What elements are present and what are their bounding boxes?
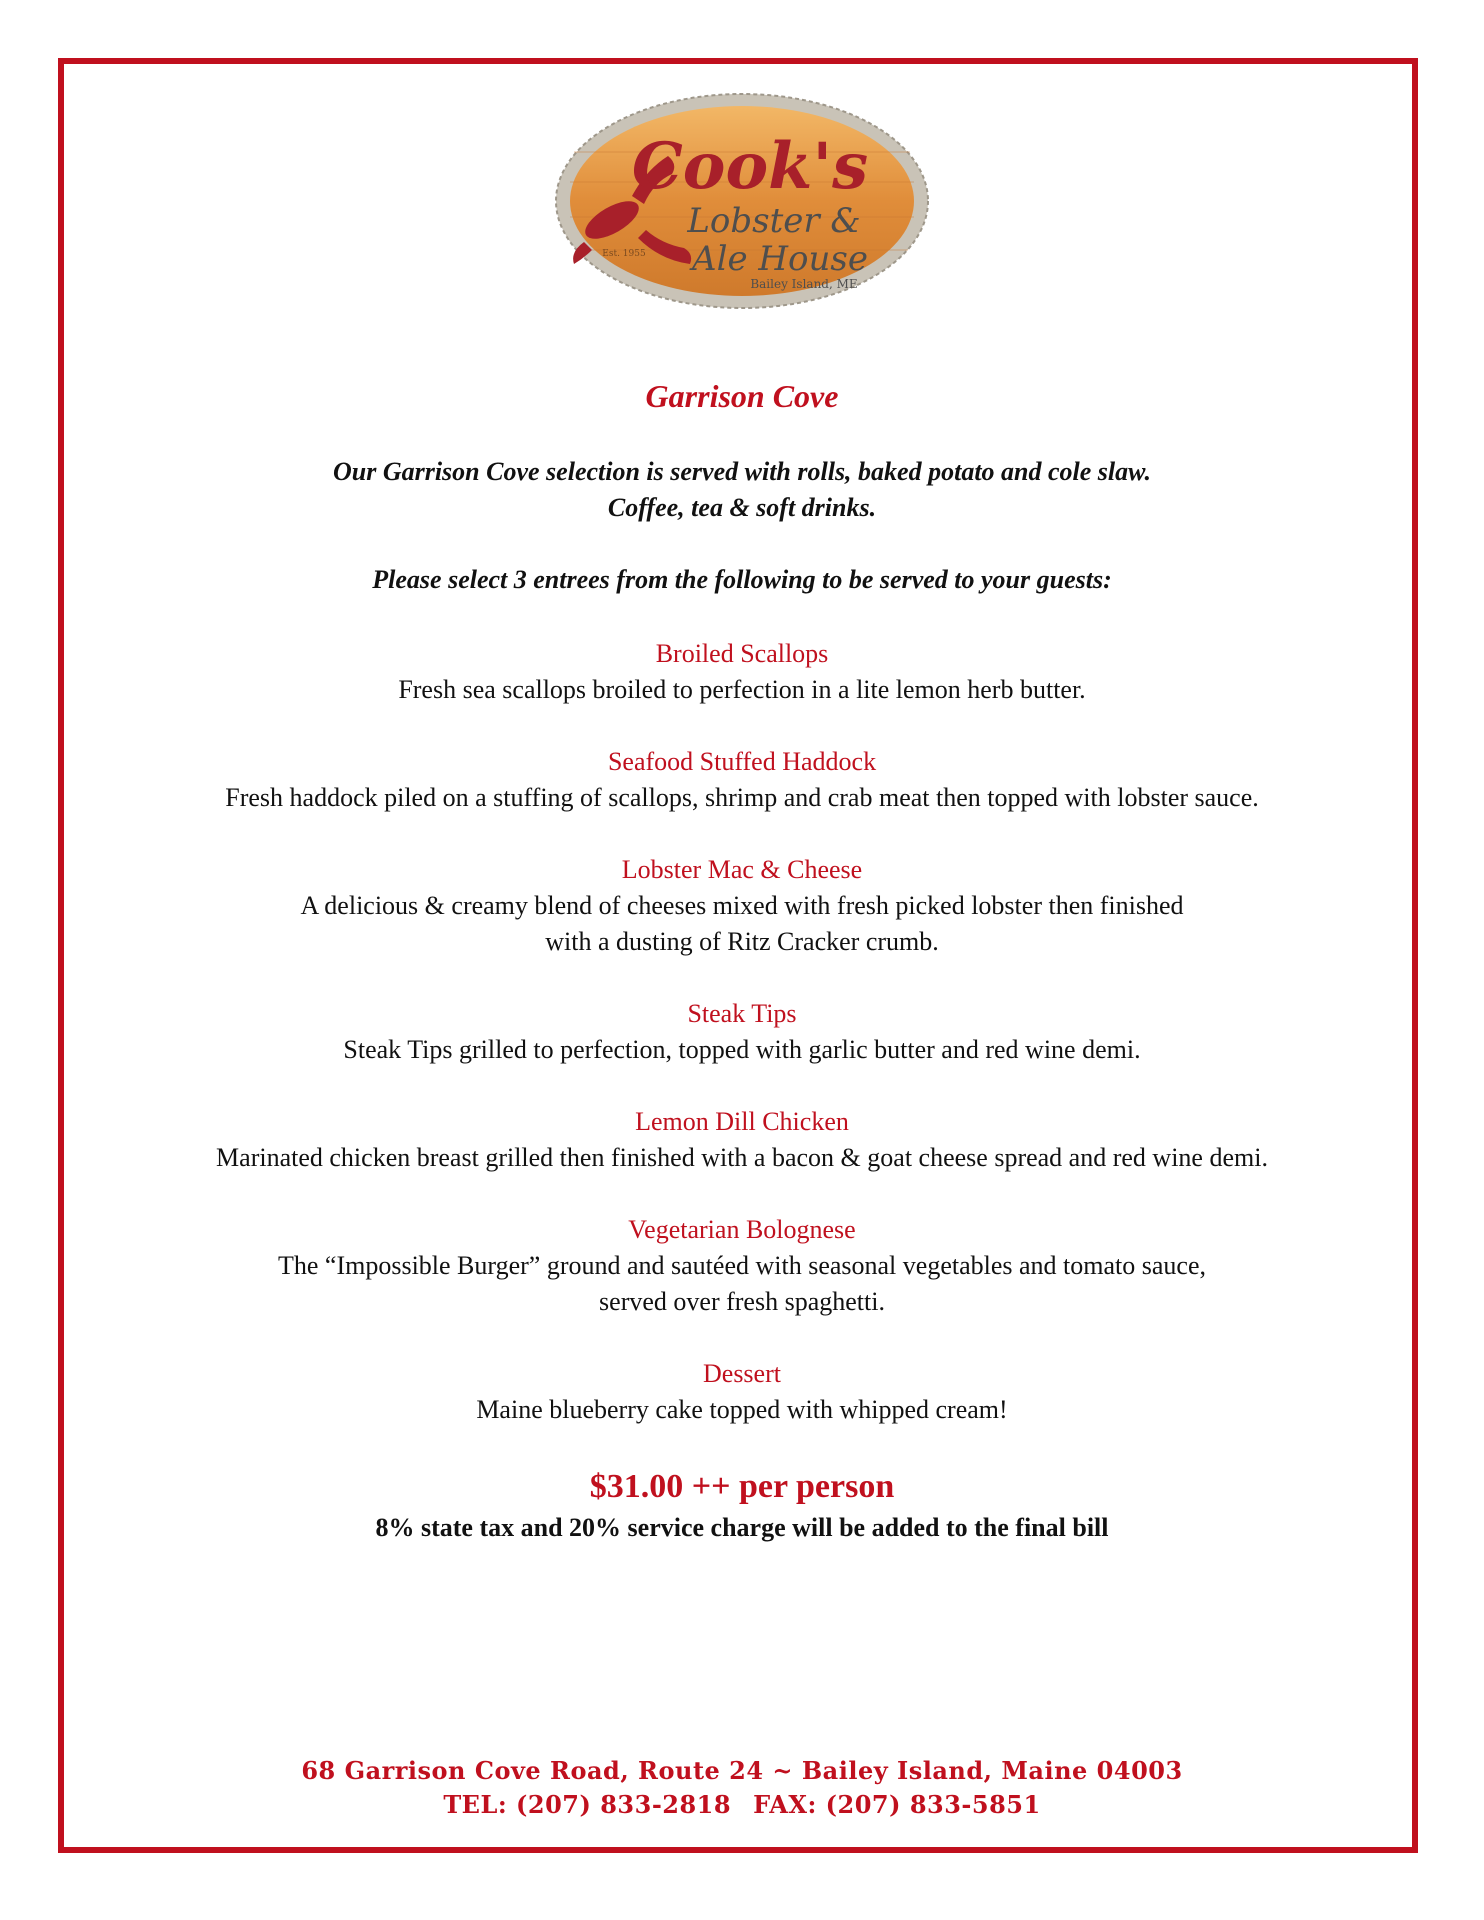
logo-location-text: Bailey Island, ME	[750, 277, 858, 291]
menu-item-description: served over fresh spaghetti.	[599, 1287, 885, 1316]
selection-instruction: Please select 3 entrees from the following to be served to your guests:	[372, 565, 1112, 594]
menu-item	[60, 996, 1424, 1068]
menu-item-description: A delicious & creamy blend of cheeses mixed with fresh picked lobster then finished	[300, 891, 1184, 920]
menu-item	[60, 852, 1424, 960]
menu-item-description: Maine blueberry cake topped with whipped cream!	[476, 1395, 1008, 1424]
menu-item	[60, 1212, 1424, 1320]
menu-item-description: Fresh haddock piled on a stuffing of scallops, shrimp and crab meat then topped with lobster sauce.	[225, 783, 1259, 812]
menu-item-description: Marinated chicken breast grilled then finished with a bacon & goat cheese spread and red wine demi.	[216, 1143, 1268, 1172]
logo-brand-text: Cook's	[631, 129, 869, 204]
menu-item-name: Seafood Stuffed Haddock	[607, 747, 877, 776]
menu-item-name: Steak Tips	[687, 999, 797, 1028]
price-per-person: $31.00 ++ per person	[589, 1468, 895, 1505]
footer-contact	[60, 1754, 1424, 1822]
menu-item-description: The “Impossible Burger” ground and sautéed with seasonal vegetables and tomato sauce,	[277, 1251, 1206, 1280]
tax-note: 8% state tax and 20% service charge will be added to the final bill	[375, 1513, 1109, 1542]
menu-item	[60, 1104, 1424, 1176]
footer-fax: FAX: (207) 833-5851	[753, 1790, 1041, 1819]
footer-tel: TEL: (207) 833-2818	[443, 1790, 732, 1819]
logo-line1-text: Lobster &	[687, 201, 861, 241]
menu-item-description: with a dusting of Ritz Cracker crumb.	[545, 927, 939, 956]
menu-item-name: Dessert	[703, 1359, 781, 1388]
menu-item-name: Lobster Mac & Cheese	[621, 855, 863, 884]
intro-text	[60, 454, 1424, 526]
menu-item-description: Steak Tips grilled to perfection, topped with garlic butter and red wine demi.	[343, 1035, 1141, 1064]
menu-item-name: Broiled Scallops	[655, 639, 829, 668]
menu-item-name: Vegetarian Bolognese	[628, 1215, 856, 1244]
logo-line2-text: Ale House	[692, 239, 868, 279]
footer-address: 68 Garrison Cove Road, Route 24 ~ Bailey Island, Maine 04003	[301, 1756, 1183, 1785]
pricing-section	[60, 1464, 1424, 1546]
intro-line: Our Garrison Cove selection is served with rolls, baked potato and cole slaw.	[332, 457, 1152, 486]
menu-item	[60, 744, 1424, 816]
footer-phone-line	[60, 1788, 1424, 1822]
menu-item	[60, 636, 1424, 708]
intro-line: Coffee, tea & soft drinks.	[607, 493, 877, 522]
menu-list	[60, 636, 1424, 1464]
page-title: Garrison Cove	[645, 378, 839, 414]
logo-established-text: Est. 1955	[602, 249, 646, 259]
cooks-logo	[554, 92, 930, 310]
menu-item	[60, 1356, 1424, 1428]
menu-item-name: Lemon Dill Chicken	[635, 1107, 849, 1136]
menu-item-description: Fresh sea scallops broiled to perfection in a lite lemon herb butter.	[398, 675, 1086, 704]
